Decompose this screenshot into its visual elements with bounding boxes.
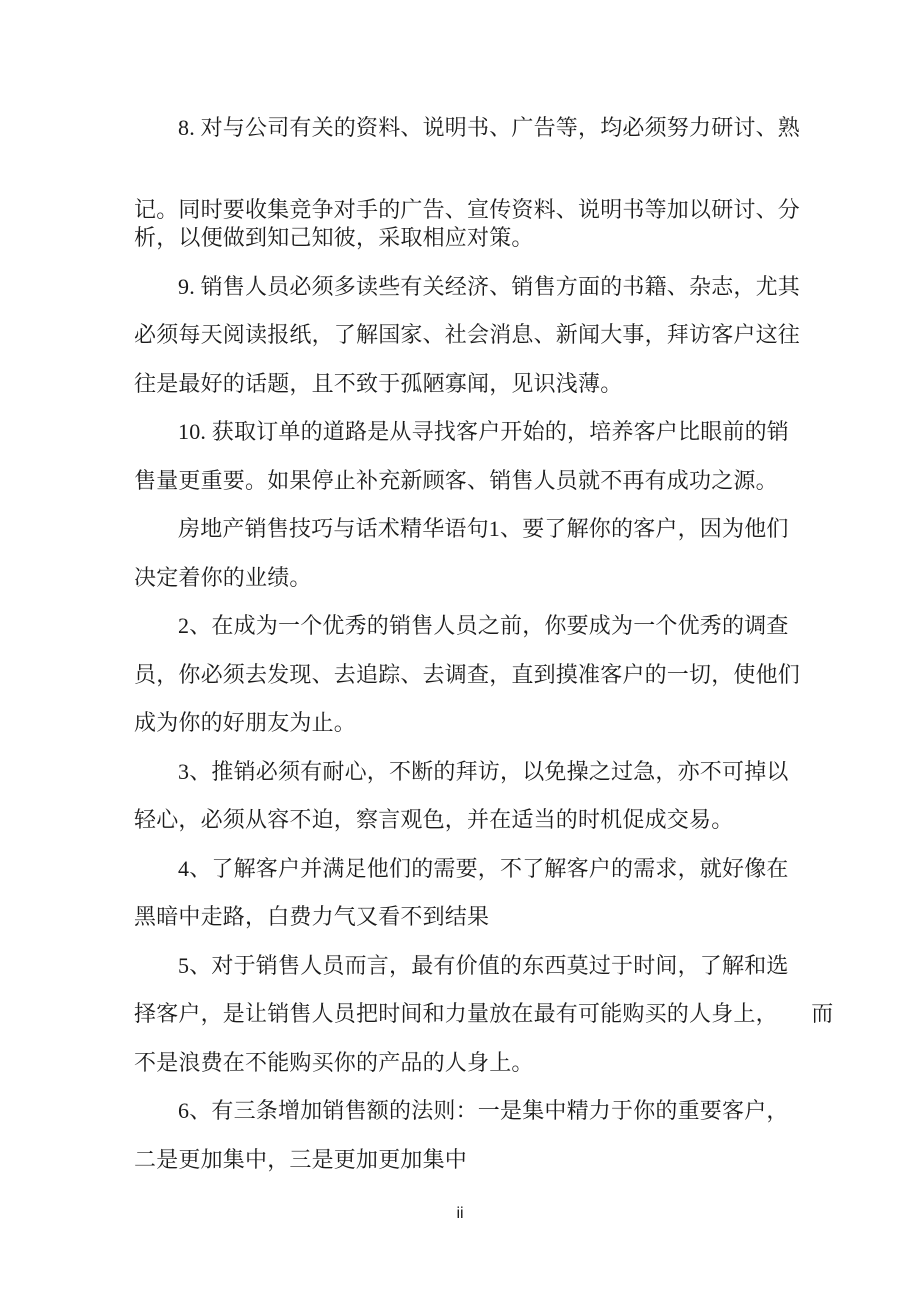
text-line: 轻心，必须从容不迫，察言观色，并在适当的时机促成交易。	[134, 807, 734, 832]
text-line: 二是更加集中，三是更加更加集中	[134, 1146, 468, 1172]
text-line: 2、在成为一个优秀的销售人员之前，你要成为一个优秀的调查	[178, 613, 789, 638]
text-line: 黑暗中走路，白费力气又看不到结果	[134, 904, 490, 929]
text-line: 记。同时要收集竞争对手的广告、宣传资料、说明书等加以研讨、分	[134, 197, 801, 222]
text-line: 6、有三条增加销售额的法则：一是集中精力于你的重要客户，	[178, 1098, 789, 1123]
text-line: 往是最好的话题，且不致于孤陋寡闻，见识浅薄。	[134, 370, 623, 396]
text-line: 8. 对与公司有关的资料、说明书、广告等，均必须努力研讨、熟	[178, 115, 801, 140]
text-line: 不是浪费在不能购买你的产品的人身上。	[134, 1049, 534, 1075]
text-line: 3、推销必须有耐心，不断的拜访，以免操之过急，亦不可掉以	[178, 758, 789, 784]
text-line: 售量更重要。如果停止补充新顾客、销售人员就不再有成功之源。	[134, 467, 778, 493]
text-line: 房地产销售技巧与话术精华语句1、要了解你的客户，因为他们	[178, 516, 789, 541]
text-line: 10. 获取订单的道路是从寻找客户开始的，培养客户比眼前的销	[178, 419, 790, 444]
text-line: 员，你必须去发现、去追踪、去调查，直到摸准客户的一切，使他们	[134, 661, 801, 687]
text-line: 4、了解客户并满足他们的需要，不了解客户的需求，就好像在	[178, 855, 789, 881]
text-line: 成为你的好朋友为止。	[134, 710, 357, 735]
text-line: 必须每天阅读报纸，了解国家、社会消息、新闻大事，拜访客户这往	[134, 322, 801, 347]
text-line: 决定着你的业绩。	[134, 564, 312, 590]
page-number: ii	[456, 1205, 464, 1222]
text-line: 9. 销售人员必须多读些有关经济、销售方面的书籍、杂志，尤其	[178, 273, 801, 299]
text-line: 5、对于销售人员而言，最有价值的东西莫过于时间，了解和选	[178, 952, 789, 978]
text-line: 择客户，是让销售人员把时间和力量放在最有可能购买的人身上， 而	[134, 1001, 834, 1026]
text-line: 析，以便做到知己知彼，采取相应对策。	[134, 225, 534, 250]
